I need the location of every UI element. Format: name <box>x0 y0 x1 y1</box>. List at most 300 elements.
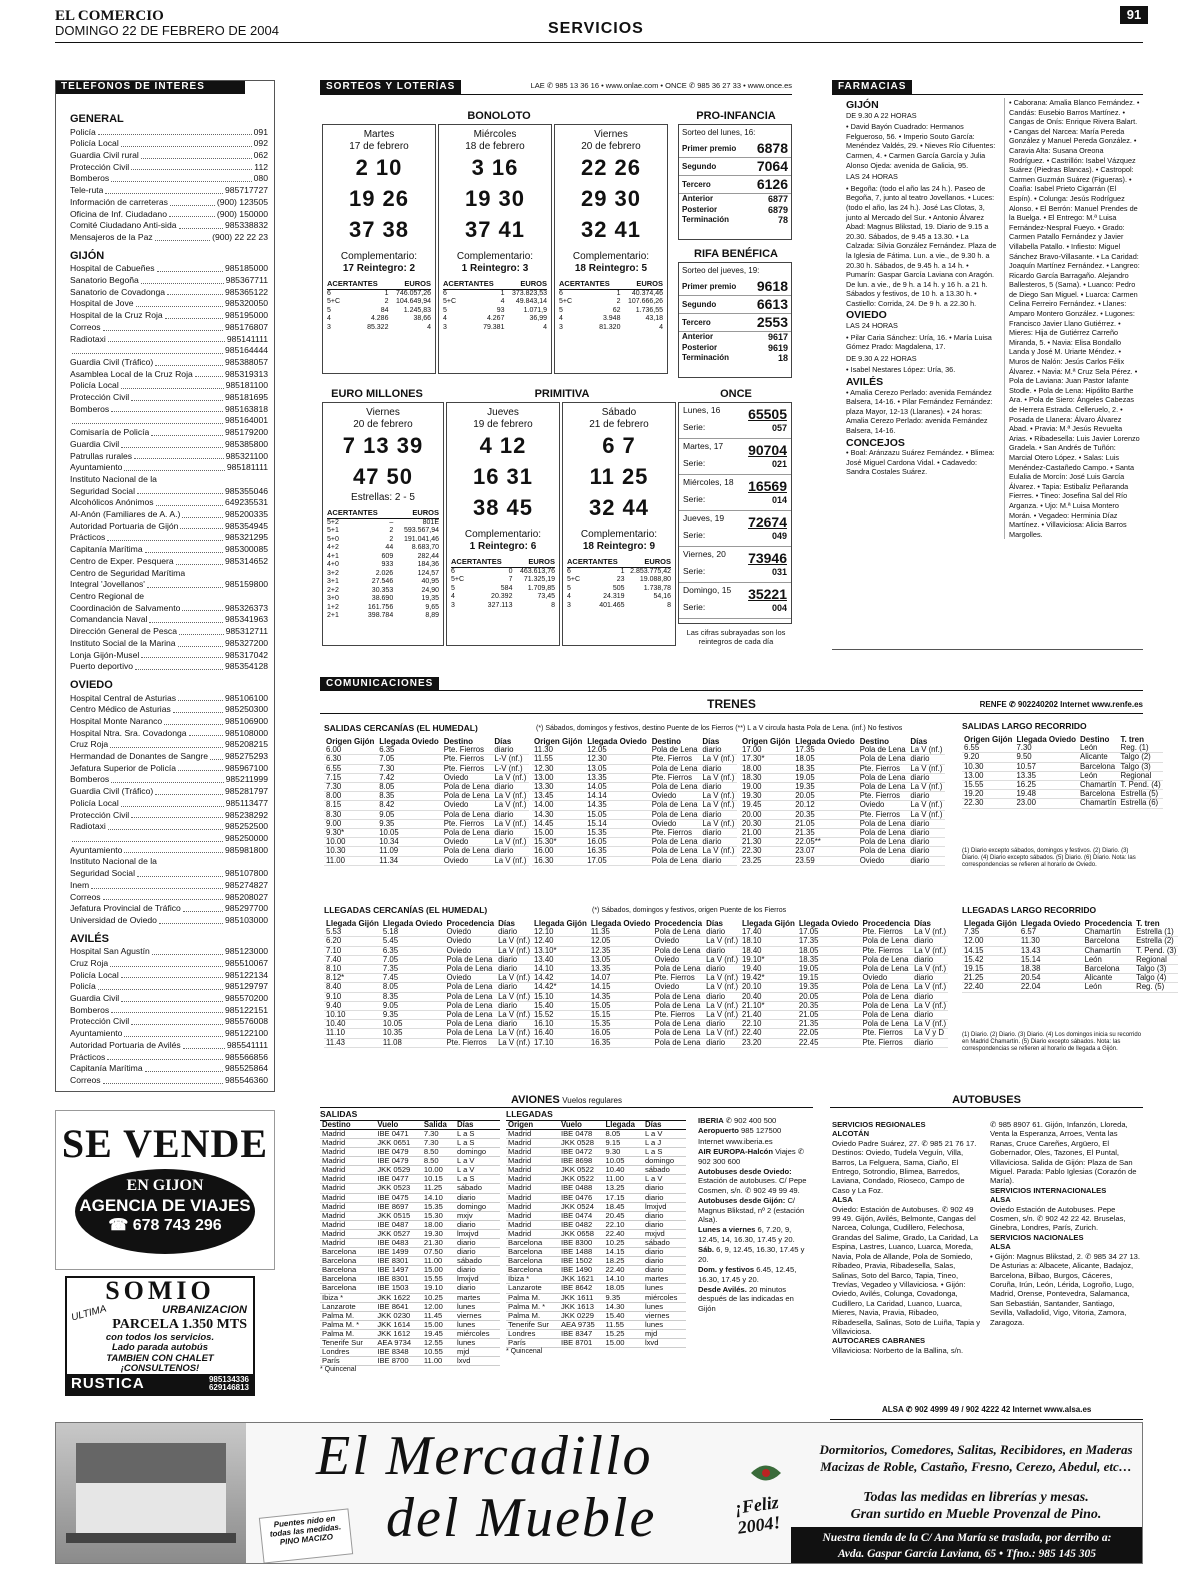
train-row <box>532 983 740 992</box>
flight-cell: AEA 9735 <box>559 1320 604 1329</box>
prize-number: 18 <box>777 352 788 363</box>
prize-cell: 3.948 <box>602 315 621 322</box>
train-cell: 15.35 <box>589 1020 653 1029</box>
prize-row <box>327 595 439 604</box>
prize-row <box>559 315 663 324</box>
lr-out-title: SALIDAS LARGO RECORRIDO <box>962 721 1087 731</box>
phone-label: Instituto Nacional de la <box>70 856 157 867</box>
prize-label: Anterior <box>682 194 714 204</box>
phones-directory <box>55 80 275 1092</box>
train-cell: T. Pend. (4) <box>1120 780 1161 790</box>
phone-row <box>70 739 268 751</box>
flight-cell: Barcelona <box>506 1266 559 1275</box>
flight-cell: 15.30 <box>422 1211 455 1220</box>
prize-cell: 5 <box>567 584 571 592</box>
train-cell: 20.00 <box>740 810 793 819</box>
train-cell: 14.42* <box>532 983 589 992</box>
phone-label: Hospital San Agustín <box>70 946 150 957</box>
train-cell: La V (nf.) <box>492 856 529 865</box>
phone-label: Oficina de Inf. Ciudadano <box>70 208 167 219</box>
flight-cell: Madrid <box>320 1175 375 1184</box>
once-serie-label: Serie: <box>683 458 706 468</box>
somio-consultenos: ¡CONSULTENOS! <box>120 1363 200 1375</box>
phone-row <box>70 404 268 416</box>
train-cell: Pola de Lena <box>650 801 701 810</box>
train-cell: 15.15 <box>589 1011 653 1020</box>
train-row <box>740 764 945 773</box>
leader-dots <box>152 946 223 955</box>
train-row <box>962 983 1178 992</box>
train-row <box>532 764 737 773</box>
train-cell: Pte. Fierros <box>860 1038 912 1047</box>
prize-label: Terminación <box>682 352 729 362</box>
train-cell: Pola de Lena <box>860 983 912 992</box>
train-cell: 8.42 <box>377 801 441 810</box>
flight-row <box>506 1311 686 1320</box>
flight-cell: 13.25 <box>604 1184 643 1193</box>
phone-group-title: GIJÓN <box>70 249 105 262</box>
page-number: 91 <box>1120 6 1148 24</box>
train-cell: diario <box>912 1038 948 1047</box>
train-cell: 10.35 <box>381 1029 445 1038</box>
prize-cell: 84 <box>380 306 389 314</box>
phone-label: Correos <box>70 1075 101 1085</box>
train-cell: Oviedo <box>442 838 493 847</box>
prize-row <box>451 602 555 611</box>
prize-row <box>327 604 439 613</box>
phone-number: 985181100 <box>225 380 268 391</box>
train-cell: Pola de Lena <box>652 992 704 1001</box>
train-cell: 20.10 <box>740 983 797 992</box>
train-cell: diario <box>704 928 740 937</box>
train-cell: 10.05 <box>377 829 441 838</box>
leader-dots <box>131 1016 223 1025</box>
train-cell: 7.35 <box>381 965 445 974</box>
phone-label: Inem <box>70 879 90 890</box>
prize-row <box>327 307 431 316</box>
train-cell: 12.05 <box>589 937 653 946</box>
prize-cell: 2.026 <box>375 569 394 577</box>
leader-dots <box>72 415 223 424</box>
flight-cell: 11.00 <box>422 1257 455 1266</box>
phone-row <box>70 833 268 845</box>
train-cell: Pola de Lena <box>860 1011 912 1020</box>
phone-number: 091 <box>253 126 268 137</box>
train-cell: 6.55 <box>962 744 1014 753</box>
prize-row <box>559 298 663 307</box>
phone-number: 985274827 <box>224 879 268 890</box>
flight-cell: 12.55 <box>422 1339 455 1348</box>
train-cell: Pola de Lena <box>652 928 704 937</box>
phone-number: 985113477 <box>225 797 268 808</box>
train-col-head: Destino <box>443 737 474 746</box>
airline-info-text: Internet www.iberia.es <box>698 1136 773 1146</box>
train-cell: Pola de Lena <box>444 1029 496 1038</box>
train-cell: Pola de Lena <box>858 829 909 838</box>
bus-heading: ALSA <box>990 1242 1011 1252</box>
phone-label: Sanatorio Begoña <box>70 275 139 286</box>
flight-cell: IBE 8697 <box>375 1202 422 1211</box>
train-cell: diario <box>496 983 532 992</box>
prize-cell: 49.843,14 <box>515 298 547 305</box>
mercadillo-title-2: del Mueble <box>386 1487 657 1549</box>
prize-cell: 282,44 <box>417 552 439 560</box>
train-col-head: Destino <box>1080 735 1110 744</box>
phone-row <box>70 1016 268 1028</box>
train-cell: 9.20 <box>962 753 1014 762</box>
train-cell: La V (nf.) <box>914 1000 947 1010</box>
in-cercanias-title: LLEGADAS CERCANÍAS (EL HUMEDAL) <box>324 905 488 915</box>
table-head-euros: EUROS <box>620 280 663 289</box>
flight-cell: IBE 0474 <box>559 1211 604 1220</box>
draw-date: 18 de febrero <box>465 141 525 152</box>
flight-cell: 15.40 <box>604 1311 643 1320</box>
train-cell: diario <box>700 810 737 819</box>
phone-number: 985566856 <box>224 1051 268 1062</box>
phone-row <box>70 568 268 580</box>
phone-number: 985525864 <box>224 1063 268 1074</box>
draw-numbers: 38 45 <box>472 495 534 520</box>
phone-label: Policía <box>70 981 96 992</box>
train-cell: 8.05 <box>377 783 441 792</box>
phone-number: 080 <box>253 173 268 184</box>
train-row <box>962 946 1178 955</box>
once-number: 65505 <box>748 406 787 422</box>
airline-info-text: 6, 9, 12.45, 16.30, 17.45 y 20. <box>698 1245 805 1264</box>
train-cell: Pola de Lena <box>444 1011 496 1020</box>
train-cell: Pola de Lena <box>650 783 701 792</box>
prize-cell: 2 <box>616 298 621 305</box>
renfe-contact: RENFE ✆ 902240202 Internet www.renfe.es <box>979 700 1143 709</box>
flight-cell: lmxjvd <box>455 1275 500 1284</box>
flight-cell: Madrid <box>506 1148 559 1157</box>
train-cell: 20.35 <box>793 810 857 819</box>
prize-label: Terminación <box>682 214 729 224</box>
prize-cell: 8,89 <box>425 612 439 619</box>
leader-dots <box>182 603 223 612</box>
train-cell: León <box>1082 955 1134 964</box>
phone-row <box>70 357 268 369</box>
proinfancia-title: PRO-INFANCIA <box>696 110 776 122</box>
bus-heading: AUTOCARES CABRANES <box>832 1336 926 1346</box>
bus-text: • Gijón: Magnus Blikstad, 2. ✆ 985 34 27 13. De Asturias a: Albacete, Alicante, Badajoz, Barcelona, Bilbao, Burgos, Cáceres, Coruña, Irún, León, Lérida, Logroño, Lugo, Madrid, Orense, Pontevedra, Salamanca, San Sebastián, Santander, Santiago, Sevilla, Valladolid, Vigo, Vitoria, Zamora, Zaragoza. <box>990 1251 1141 1327</box>
train-cell: 7.30 <box>1014 744 1078 753</box>
phone-row <box>70 728 268 740</box>
flight-cell: 18.45 <box>604 1202 643 1211</box>
train-cell: 16.35 <box>589 1038 653 1047</box>
prize-cell: 85.322 <box>367 323 389 331</box>
train-cell: León <box>1082 983 1134 992</box>
phone-row <box>70 821 268 833</box>
prize-label: Tercero <box>682 180 711 190</box>
prize-number: 6878 <box>756 140 788 157</box>
somio-rustica: RUSTICA <box>71 1375 145 1393</box>
flight-cell: L a V <box>455 1166 500 1175</box>
flight-cell: IBE 8642 <box>559 1284 604 1293</box>
train-cell: diario <box>908 773 945 782</box>
phone-number: 985181695 <box>224 392 268 403</box>
flight-cell: 8.05 <box>604 1129 643 1138</box>
in-cercanias-table <box>324 920 532 1048</box>
train-cell: Pte. Fierros <box>442 764 493 773</box>
flight-cell: JKK 0522 <box>559 1166 604 1175</box>
phone-label: Centro Médico de Asturias <box>70 704 171 715</box>
prize-cell: 4 <box>443 315 447 322</box>
leader-dots <box>111 404 223 413</box>
flight-cell: Madrid <box>320 1193 375 1202</box>
train-row <box>324 983 532 992</box>
airline-info-text: C/ Magnus Blikstad, nº 2 (estación Alsa). <box>698 1196 805 1225</box>
flight-cell: Madrid <box>506 1166 559 1175</box>
phone-row <box>70 1075 268 1087</box>
phone-label: Guardia Civil <box>70 438 120 449</box>
train-row <box>532 810 737 819</box>
flight-cell: 9.15 <box>604 1138 643 1147</box>
train-cell: Pola de Lena <box>652 1038 704 1047</box>
phone-number: 092 <box>253 138 268 149</box>
train-col-head: Días <box>706 919 723 928</box>
draw-day: Martes <box>363 129 395 140</box>
prize-cell: 746.057,26 <box>395 289 431 297</box>
prize-number: 6126 <box>756 176 788 193</box>
leader-dots <box>169 209 215 218</box>
prize-cell: 6 <box>559 289 563 297</box>
phone-row <box>70 614 268 626</box>
once-serie: 004 <box>771 603 787 613</box>
train-cell: Talgo (2) <box>1118 753 1162 762</box>
flight-cell: JKK 0522 <box>559 1175 604 1184</box>
flight-cell: IBE 0482 <box>559 1220 604 1229</box>
phone-row <box>70 298 268 310</box>
airline-info-line <box>698 1245 810 1264</box>
prize-cell: 5 <box>443 306 447 314</box>
section-title: SERVICIOS <box>548 20 644 37</box>
draw-date: 17 de febrero <box>349 141 409 152</box>
prize-row <box>327 298 431 307</box>
flight-cell: domingo <box>455 1202 500 1211</box>
once-box <box>678 402 792 624</box>
leader-dots <box>98 981 223 990</box>
phone-row <box>70 751 268 763</box>
train-cell: 9.40 <box>324 1001 381 1010</box>
phone-label: Prácticos <box>70 1051 106 1062</box>
flight-cell: Barcelona <box>320 1266 375 1275</box>
phone-label: Dirección General de Pesca <box>70 626 177 637</box>
leader-dots <box>170 197 215 206</box>
train-cell: Pola de Lena <box>860 1020 912 1029</box>
train-col-head: Llegada Oviedo <box>590 919 651 928</box>
prize-table <box>559 280 663 332</box>
phone-label: Correos <box>70 321 101 332</box>
prize-number: 9619 <box>767 342 788 353</box>
train-cell: 19.45 <box>740 801 793 810</box>
prize-cell: 6 <box>443 289 447 297</box>
train-cell: Pola de Lena <box>444 983 496 992</box>
train-cell: 22.45 <box>797 1038 861 1047</box>
quincenal-note: * Quincenal <box>506 1348 543 1356</box>
flight-cell: 19.30 <box>422 1229 455 1238</box>
train-cell: 9.05 <box>381 1001 445 1010</box>
flight-cell: JKK 0529 <box>375 1166 422 1175</box>
train-cell: 14.30 <box>532 810 585 819</box>
train-col-head: Días <box>498 919 515 928</box>
airline-info-line <box>698 1196 810 1224</box>
phone-number: 985338832 <box>224 220 268 231</box>
train-cell: 15.40 <box>532 1001 589 1010</box>
prize-cell: 19.088,80 <box>639 576 671 583</box>
once-serie: 049 <box>771 531 787 541</box>
flight-cell: lunes <box>643 1284 686 1293</box>
flight-cell: 10.40 <box>604 1166 643 1175</box>
prize-cell: 184,36 <box>417 561 439 568</box>
prize-cell: 2+1 <box>327 612 339 619</box>
train-cell: diario <box>908 856 945 865</box>
flight-cell: IBE 0488 <box>559 1184 604 1193</box>
train-cell: 21.25 <box>962 974 1019 983</box>
prize-cell: 4 <box>327 315 331 322</box>
train-cell: Oviedo <box>652 983 704 992</box>
train-cell: 18.35 <box>797 955 861 964</box>
table-head-acertantes: ACERTANTES <box>451 558 512 567</box>
prize-cell: 73,45 <box>537 593 555 600</box>
leader-dots <box>108 821 223 830</box>
phone-number: 985354945 <box>224 520 268 531</box>
train-cell: La V (nf.) <box>908 746 945 755</box>
bonoloto-draw <box>554 124 668 374</box>
prize-line-small <box>679 215 791 225</box>
leader-dots <box>176 556 223 565</box>
train-cell: 8.30 <box>324 810 377 819</box>
train-cell: 18.30 <box>740 773 793 782</box>
leader-dots <box>167 287 223 296</box>
phone-label: Tele-ruta <box>70 185 104 196</box>
train-cell: Pola de Lena <box>444 992 496 1001</box>
complementario-label: Complementario: <box>580 529 658 540</box>
leader-dots <box>103 892 223 901</box>
train-cell: diario <box>704 1038 740 1047</box>
train-cell: 18.38 <box>1019 965 1083 974</box>
phone-row <box>70 868 268 880</box>
flight-row <box>506 1184 686 1193</box>
flight-cell: IBE 0475 <box>375 1193 422 1202</box>
train-cell: 19.00 <box>740 783 793 792</box>
leader-dots <box>111 774 223 783</box>
train-cell: Pola de Lena <box>652 946 704 955</box>
phone-label: Protección Civil <box>70 809 130 820</box>
out-cercanias-col <box>324 738 529 866</box>
flight-cell: 10.00 <box>422 1166 455 1175</box>
prize-cell: 71.325,19 <box>523 576 555 583</box>
leader-dots <box>134 451 224 460</box>
phone-row <box>70 497 268 509</box>
prize-cell: 36,99 <box>529 315 547 322</box>
mercadillo-desc-2: Macizas de Roble, Castaño, Fresno, Cerezo, Abedul, etc… <box>820 1459 1132 1474</box>
train-cell: Pola de Lena <box>652 1020 704 1029</box>
comunicaciones-title: COMUNICACIONES <box>320 677 439 691</box>
flight-cell: Madrid <box>320 1138 375 1147</box>
train-cell: 12.30 <box>532 764 585 773</box>
leader-dots <box>131 810 223 819</box>
train-cell: 15.42 <box>962 955 1019 964</box>
prize-line <box>679 176 791 194</box>
prize-row <box>443 307 547 316</box>
phone-label: Policía Local <box>70 380 119 391</box>
prize-cell: 3 <box>567 601 571 609</box>
flight-cell: AEA 9734 <box>375 1339 422 1348</box>
feliz-2004: ¡Feliz 2004! <box>733 1491 782 1538</box>
phone-row <box>70 892 268 904</box>
bus-text: ✆ 985 8907 61. Gijón, Infanzón, Lloreda, Venta la Esperanza, Arroes, Venta las Ranas, Cruce Careñes, Argüero, El Gobernador, Oles, Tazones, El Puntal, Villaviciosa. Salida de Gijón: Plaza de San Miguel. Parada: Pablo Iglesias (Corazón de María). <box>990 1120 1137 1186</box>
train-cell: 15.14 <box>585 819 649 828</box>
leader-dots <box>121 970 223 979</box>
se-vende-phone: ☎ 678 743 296 <box>108 1217 222 1235</box>
phone-row <box>70 345 268 357</box>
flight-row <box>506 1284 686 1293</box>
train-cell: Pte. Fierros <box>650 829 701 838</box>
train-cell: Pola de Lena <box>860 937 912 946</box>
train-cell: 13.05 <box>589 955 653 964</box>
prize-cell: 609 <box>381 552 394 560</box>
phone-number: 985981800 <box>224 844 268 855</box>
phone-number: 985176807 <box>224 321 268 332</box>
train-cell: La V (nf.) <box>914 1019 947 1029</box>
train-cell: 12.00 <box>962 937 1019 946</box>
train-cell: La V (nf.) <box>498 973 531 983</box>
flight-cell: Tenerife Sur <box>506 1320 559 1329</box>
train-cell: Reg. (5) <box>1134 983 1178 992</box>
flight-cell: 15.00 <box>422 1320 455 1329</box>
flight-cell: Ibiza * <box>320 1293 375 1302</box>
prize-cell: 3 <box>559 323 563 331</box>
train-cell: diario <box>492 783 529 792</box>
train-cell: Chamartín <box>1080 798 1117 808</box>
trains-section <box>320 718 1177 1088</box>
phone-number: 985179200 <box>224 427 268 438</box>
complementario-value: 18 Reintegro: 5 <box>574 263 648 274</box>
rifa-benefica <box>678 262 792 378</box>
train-cell: Alicante <box>1078 753 1118 762</box>
train-col-head: Origen Gijón <box>742 737 791 746</box>
airline-info-bold: Autobuses desde Gijón: <box>698 1196 788 1206</box>
flight-cell: IBE 0479 <box>375 1148 422 1157</box>
train-cell: 10.40 <box>324 1020 381 1029</box>
prize-row <box>567 585 671 594</box>
flight-col-head: Origen <box>506 1121 559 1130</box>
train-col-head: Llegada Oviedo <box>798 919 859 928</box>
train-cell: 15.05 <box>589 1001 653 1010</box>
phone-label: Ayuntamiento <box>70 1028 123 1039</box>
prize-cell: 463.613,76 <box>519 567 555 575</box>
train-col-head: Llegada Oviedo <box>795 737 855 746</box>
phone-row <box>70 915 268 927</box>
phone-label: Guardia Civil <box>70 993 120 1004</box>
flight-cell: 11.55 <box>604 1320 643 1329</box>
flight-cell: 10.55 <box>422 1348 455 1357</box>
phone-label: Policía <box>70 126 96 137</box>
phone-number: 985317042 <box>224 649 268 660</box>
train-cell: 11.09 <box>377 847 441 856</box>
phone-number: 985541111 <box>226 1039 268 1050</box>
prize-cell: 5+C <box>451 576 465 583</box>
phone-label: Correos <box>70 891 101 902</box>
train-cell: 12.40 <box>532 937 589 946</box>
flight-cell: IBE 8301 <box>375 1257 422 1266</box>
train-cell: 5.18 <box>381 928 445 937</box>
flight-cell: L a S <box>455 1175 500 1184</box>
phone-label: Hospital Ntra. Sra. Covadonga <box>70 727 187 738</box>
train-cell: La V (nf.) <box>914 982 947 992</box>
leader-dots <box>195 369 223 378</box>
